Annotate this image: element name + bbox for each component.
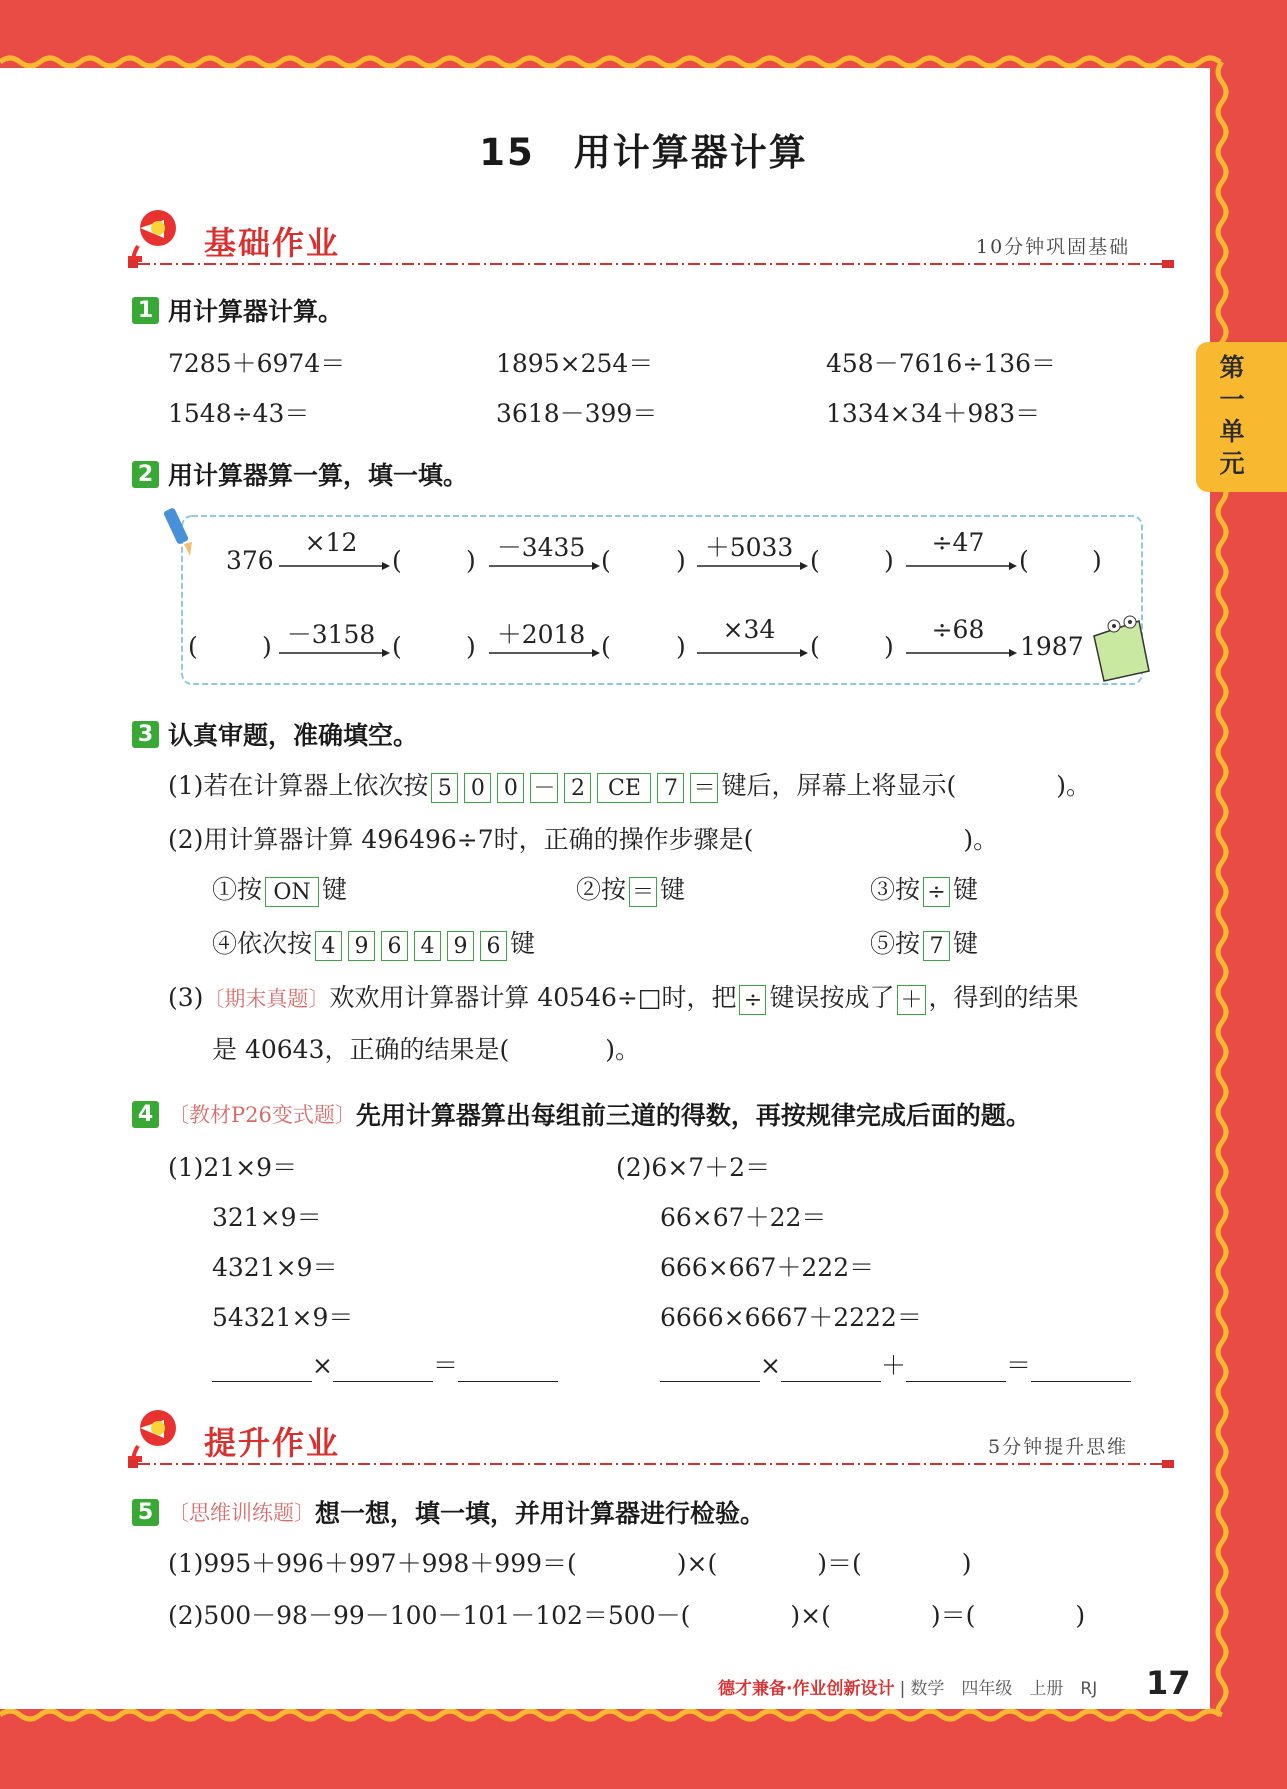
- q2-op: －3158: [286, 620, 376, 649]
- question-prompt: 用计算器计算。: [168, 297, 344, 326]
- q1-item: 1895×254＝: [496, 349, 654, 378]
- q3-text: ②按: [576, 875, 627, 904]
- q3-step: [212, 870, 347, 907]
- question-number: 3: [132, 721, 159, 748]
- q2-paren: ): [262, 632, 272, 661]
- question-prompt: 想一想，填一填，并用计算器进行检验。: [315, 1499, 766, 1528]
- q2-op: ÷47: [931, 528, 985, 557]
- unit-tab-char: 第: [1219, 353, 1245, 382]
- q3-text: (1)若在计算器上依次按: [168, 771, 429, 800]
- unit-tab-char: 单: [1219, 417, 1245, 446]
- calc-key: 0: [464, 773, 491, 803]
- q3-text: (2)用计算器计算 496496÷7时，正确的操作步骤是(: [168, 825, 754, 854]
- q4-left-item: 54321×9＝: [212, 1303, 354, 1332]
- q2-start: 376: [226, 546, 274, 575]
- calc-key: ＝: [690, 773, 718, 803]
- q2-paren: (: [188, 632, 198, 661]
- q2-end: 1987: [1020, 632, 1084, 661]
- q4-op: ×: [312, 1351, 333, 1380]
- section-divider: [128, 258, 1174, 270]
- q3-text: 欢欢用计算器计算 40546÷□时，把: [329, 983, 737, 1012]
- answer-blank[interactable]: [212, 1355, 312, 1382]
- q1-item: 1548÷43＝: [168, 399, 310, 428]
- q1-item: 458－7616÷136＝: [826, 349, 1057, 378]
- question-5: [132, 1494, 765, 1530]
- answer-blank[interactable]: [781, 1355, 881, 1382]
- question-number: 4: [132, 1101, 159, 1128]
- q4-op: ＋: [880, 1351, 906, 1380]
- q3-text: ，得到的结果: [928, 983, 1079, 1012]
- unit-tab-char: 元: [1219, 449, 1245, 478]
- question-tag: 〔教材P26变式题〕: [168, 1103, 356, 1127]
- lightbulb-icon: [128, 1406, 188, 1464]
- q1-item: 3618－399＝: [496, 399, 658, 428]
- q4-right-item: 666×667＋222＝: [660, 1253, 875, 1282]
- question-2: [132, 456, 468, 492]
- calc-key: ON: [265, 877, 319, 907]
- footer: [718, 1674, 1097, 1699]
- calc-key: ＝: [629, 877, 657, 907]
- q2-op: ×34: [722, 615, 776, 644]
- q2-paren: ): [466, 546, 476, 575]
- q3-text: ③按: [870, 875, 921, 904]
- q3-text: ⑤按: [870, 929, 921, 958]
- q4-op: ×: [760, 1351, 781, 1380]
- answer-blank[interactable]: [660, 1355, 760, 1382]
- page-number: 17: [1146, 1664, 1191, 1702]
- question-number: 1: [132, 297, 159, 324]
- question-prompt: 认真审题，准确填空。: [168, 721, 419, 750]
- footer-sep: |: [899, 1679, 906, 1699]
- section-title-basic: 基础作业: [204, 224, 341, 262]
- pencil-icon: [164, 507, 192, 556]
- q3-text: )。: [1056, 771, 1091, 800]
- q2-paren: ): [1092, 546, 1102, 575]
- q2-op: ＋2018: [496, 620, 586, 649]
- footer-brand: 德才兼备·作业创新设计: [718, 1679, 895, 1699]
- q3-step: [212, 924, 535, 961]
- calc-key: 6: [480, 931, 507, 961]
- q3-text: 键: [510, 929, 536, 958]
- answer-blank[interactable]: [458, 1355, 558, 1382]
- footer-info: 数学 四年级 上册 RJ: [910, 1679, 1098, 1699]
- unit-tab-char: 一: [1219, 385, 1245, 414]
- calc-key: 4: [315, 931, 342, 961]
- section-divider: [128, 1458, 1174, 1470]
- question-1: [132, 292, 343, 328]
- q2-paren: ): [884, 546, 894, 575]
- q2-paren: (: [392, 632, 402, 661]
- q3-part2: [168, 820, 998, 856]
- q2-paren: (: [810, 632, 820, 661]
- q3-part3: [168, 978, 1079, 1015]
- question-number: 5: [132, 1499, 159, 1526]
- calc-key: －: [530, 773, 558, 803]
- q2-op: ÷68: [931, 615, 985, 644]
- q4-right-item: 6666×6667＋2222＝: [660, 1303, 922, 1332]
- answer-blank[interactable]: [906, 1355, 1006, 1382]
- section-sub-advanced: 5分钟提升思维: [988, 1436, 1129, 1458]
- question-prompt: 用计算器算一算，填一填。: [168, 461, 469, 490]
- q3-part1: [168, 766, 1091, 803]
- calc-key: 9: [447, 931, 474, 961]
- q3-text: 键误按成了: [769, 983, 895, 1012]
- calc-key: ÷: [739, 985, 766, 1015]
- q2-op: ＋5033: [704, 533, 794, 562]
- q1-item: 1334×34＋983＝: [826, 399, 1041, 428]
- q4-left-item: 4321×9＝: [212, 1253, 338, 1282]
- answer-blank[interactable]: [1031, 1355, 1131, 1382]
- q2-paren: (: [1019, 546, 1029, 575]
- q5-line: (1)995＋996＋997＋998＋999＝( )×( )＝( ): [168, 1549, 972, 1578]
- question-number: 2: [132, 461, 159, 488]
- question-3: [132, 716, 418, 752]
- calc-key: ÷: [923, 877, 950, 907]
- lightbulb-icon: [128, 206, 188, 264]
- page-title: 15 用计算器计算: [479, 131, 808, 174]
- calc-key: 5: [431, 773, 458, 803]
- question-prompt: 先用计算器算出每组前三道的得数，再按规律完成后面的题。: [355, 1101, 1031, 1130]
- section-sub-basic: 10分钟巩固基础: [976, 236, 1131, 258]
- q3-step: [576, 870, 685, 907]
- q2-op: －3435: [496, 533, 586, 562]
- q3-text: 键: [953, 929, 979, 958]
- q5-line: (2)500－98－99－100－101－102＝500－( )×( )＝( ): [168, 1601, 1086, 1630]
- calc-key: 6: [381, 931, 408, 961]
- q3-text: 键: [953, 875, 979, 904]
- answer-blank[interactable]: [333, 1355, 433, 1382]
- q2-paren: ): [676, 546, 686, 575]
- q2-paren: (: [392, 546, 402, 575]
- q4-right-blanks: [660, 1346, 1131, 1382]
- q3-text: 键后，屏幕上将显示(: [721, 771, 957, 800]
- q2-paren: (: [601, 632, 611, 661]
- q2-paren: ): [676, 632, 686, 661]
- q2-op: ×12: [304, 528, 358, 557]
- q3-text: ①按: [212, 875, 263, 904]
- calc-key: ＋: [897, 985, 925, 1015]
- unit-tab-label: [1212, 352, 1252, 480]
- calc-key: 9: [348, 931, 375, 961]
- q3-text: 是 40643，正确的结果是(: [212, 1035, 510, 1064]
- calc-key: CE: [597, 773, 651, 803]
- q2-paren: (: [810, 546, 820, 575]
- question-tag: 〔期末真题〕: [203, 987, 330, 1011]
- q3-text: )。: [605, 1035, 640, 1064]
- q2-paren: ): [884, 632, 894, 661]
- q4-right-item: 66×67＋22＝: [660, 1203, 827, 1232]
- q3-text: )。: [963, 825, 999, 854]
- calc-key: 7: [923, 931, 950, 961]
- question-4: [132, 1096, 1031, 1132]
- q3-text: 键: [660, 875, 686, 904]
- q4-right-item: (2)6×7＋2＝: [616, 1153, 771, 1182]
- q4-op: ＝: [1005, 1351, 1031, 1380]
- q3-step: [870, 924, 978, 961]
- q2-paren: (: [601, 546, 611, 575]
- calc-key: 2: [564, 773, 591, 803]
- calc-key: 4: [414, 931, 441, 961]
- q3-step: [870, 870, 978, 907]
- q3-text: ④依次按: [212, 929, 313, 958]
- section-title-advanced: 提升作业: [204, 1424, 341, 1462]
- q3-part3-cont: [212, 1030, 640, 1066]
- mascot-icon: [1094, 616, 1149, 681]
- calc-key: 0: [497, 773, 524, 803]
- q3-text: 键: [322, 875, 348, 904]
- question-tag: 〔思维训练题〕: [168, 1501, 315, 1525]
- calc-key: 7: [657, 773, 684, 803]
- q4-left-item: (1)21×9＝: [168, 1153, 298, 1182]
- q4-op: ＝: [432, 1351, 458, 1380]
- q4-left-blanks: [212, 1346, 558, 1382]
- q1-item: 7285＋6974＝: [168, 349, 346, 378]
- q3-text: (3): [168, 983, 204, 1012]
- q2-paren: ): [466, 632, 476, 661]
- q4-left-item: 321×9＝: [212, 1203, 322, 1232]
